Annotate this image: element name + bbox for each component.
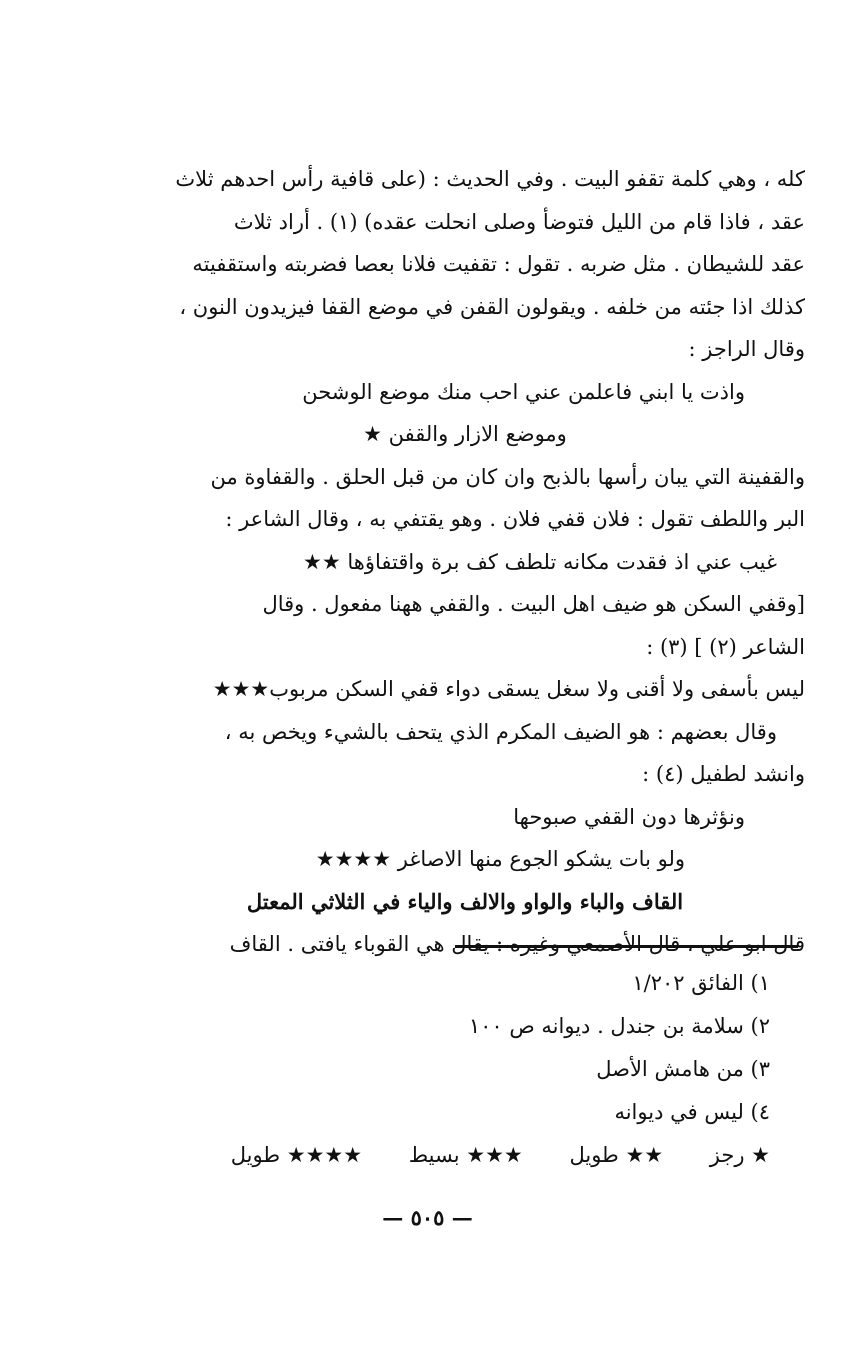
footnote: ٤) ليس في ديوانه <box>614 1100 770 1124</box>
meter-item: ★★ طويل <box>569 1143 664 1167</box>
text-line: الشاعر (٢) ] (٣) : <box>646 634 805 659</box>
text-line: قال ابو علي ، قال الأصمعي وغيره : يقال هي القوباء يافتى . القاف <box>229 932 805 956</box>
meter-item: ★★★ بسيط <box>408 1143 523 1167</box>
footnote: ١) الفائق ١/٢٠٢ <box>632 971 770 995</box>
text-line: وقال بعضهم : هو الضيف المكرم الذي يتحف بالشيء ويخص به ، <box>224 719 777 744</box>
footnote: ٣) من هامش الأصل <box>596 1057 770 1081</box>
text-line: عقد ، فاذا قام من الليل فتوضأ وصلى انحلت عقده) (١) . أراد ثلاث <box>233 209 805 234</box>
verse-line: ونؤثرها دون القفي صبوحها <box>513 804 745 829</box>
meter-key <box>170 1134 770 1177</box>
footnote-rule <box>455 945 798 948</box>
verse-line: وموضع الازار والقفن ★ <box>363 422 567 446</box>
text-line: البر واللطف تقول : فلان قفي فلان . وهو يقتفي به ، وقال الشاعر : <box>225 507 805 531</box>
footnotes <box>170 962 770 1177</box>
text-line: كذلك اذا جئته من خلفه . ويقولون القفن في موضع القفا فيزيدون النون ، <box>179 294 805 319</box>
section-heading: القاف والباء والواو والالف والياء في الثلاثي المعتل <box>246 888 684 914</box>
text-line: [وقفي السكن هو ضيف اهل البيت . والقفي ههنا مفعول . وقال <box>262 592 805 616</box>
text-line: كله ، وهي كلمة تقفو البيت . وفي الحديث : (على قافية رأس احدهم ثلاث <box>175 167 805 191</box>
footnote: ٢) سلامة بن جندل . ديوانه ص ١٠٠ <box>468 1014 770 1038</box>
meter-item: ★★★★ طويل <box>230 1143 363 1167</box>
text-line: عقد للشيطان . مثل ضربه . تقول : تقفيت فلانا بعصا فضربته واستقفيته <box>192 252 805 276</box>
verse-line: ولو بات يشكو الجوع منها الاصاغر ★★★★ <box>315 847 685 871</box>
page-number: — ٥٠٥ — <box>382 1205 473 1230</box>
meter-item: ★ رجز <box>709 1143 770 1167</box>
text-line: وقال الراجز : <box>688 337 805 361</box>
text-line: والقفينة التي يبان رأسها بالذبح وان كان من قبل الحلق . والقفاوة من <box>210 464 805 489</box>
verse-line: واذت يا ابني فاعلمن عني احب منك موضع الوشحن <box>302 379 745 404</box>
verse-line: ليس بأسفى ولا أقنى ولا سغل يسقى دواء قفي السكن مربوب★★★ <box>212 677 805 701</box>
body-text <box>125 158 805 966</box>
text-line: وانشد لطفيل (٤) : <box>642 762 805 786</box>
verse-line: غيب عني اذ فقدت مكانه تلطف كف برة واقتفاؤها ★★ <box>303 549 777 574</box>
